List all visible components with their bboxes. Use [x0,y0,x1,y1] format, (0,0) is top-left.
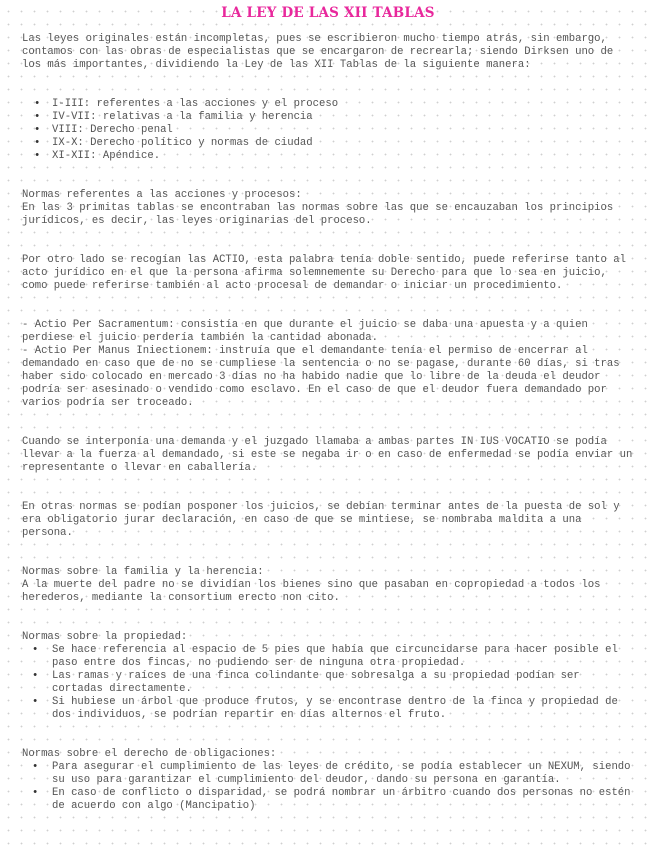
spacer [22,618,634,631]
list-item: • Las ramas y raíces de una finca colindante que sobresalga a su propiedad podían ser cortadas directamente. [22,670,634,696]
list-item: • VIII: Derecho penal [22,124,634,137]
spacer [22,163,634,176]
spacer [22,722,634,735]
otras-normas-paragraph: En otras normas se podían posponer los juicios, se debían terminar antes de la puesta de sol y era obligatorio jurar declaración, en caso de que se mintiese, se nombraba maldita a una persona. [22,501,620,539]
spacer [22,540,634,553]
spacer [22,228,634,241]
actio-paragraph: Por otro lado se recogían las ACTIO, esta palabra tenía doble sentido, puede referirse tanto al acto jurídico en el que la persona afirma solemnemente su Derecho para que lo sea en juicio, como puede referirse también al acto procesal de demandar o iniciar un procedimiento. [22,254,626,292]
list-item: • Si hubiese un árbol que produce frutos, y se encontrase dentro de la finca y propiedad de dos individuos, se podrían repartir en días alternos el fruto. [22,696,634,722]
spacer [22,423,634,436]
list-item: • XI-XII: Apéndice. [22,150,634,163]
vocatio-paragraph: Cuando se interponía una demanda y el juzgado llamaba a ambas partes IN IUS VOCATIO se podía llevar a la fuerza al demandado, si este se negaba ir o en caso de enfermedad se podía enviar un representante o llevar en caballería. [22,436,633,474]
list-item: • En caso de conflicto o disparidad, se podrá nombrar un árbitro cuando dos personas no estén de acuerdo con algo (Mancipatio) [22,787,634,813]
section-paragraph: A la muerte del padre no se dividían los bienes sino que pasaban en copropiedad a todos los herederos, mediante la consortium erecto non cito. [22,579,601,604]
section-heading: Normas sobre la propiedad: [22,631,188,643]
section-heading: Normas sobre la familia y la herencia: [22,566,264,578]
spacer [22,410,634,423]
spacer [22,553,634,566]
list-item: • I-III: referentes a las acciones y el proceso [22,98,634,111]
list-item: • Se hace referencia al espacio de 5 pies que había que circuncidarse para hacer posible el paso entre dos fincas, no pudiendo ser de ninguna otra propiedad. [22,644,634,670]
page-title: LA LEY DE LAS XII TABLAS [221,5,435,21]
spacer [22,241,634,254]
section-heading: Normas sobre el derecho de obligaciones: [22,748,277,760]
list-item: • Para asegurar el cumplimiento de las leyes de crédito, se podía establecer un NEXUM, siendo su uso para garantizar el cumplimiento del deudor, dando su persona en garantía. [22,761,634,787]
spacer [22,293,634,306]
section-paragraph: En las 3 primitas tablas se encontraban las normas sobre las que se encauzaban los principios jurídicos, es decir, las leyes originarias del proceso. [22,202,614,227]
section-heading: Normas referentes a las acciones y procesos: [22,189,302,201]
spacer [22,488,634,501]
propiedad-list [22,644,634,722]
spacer [22,475,634,488]
list-item: • IX-X: Derecho político y normas de ciudad [22,137,634,150]
spacer [22,85,634,98]
sacramentum-paragraph: - Actio Per Sacramentum: consistía en que durante el juicio se daba una apuesta y a quien perdiese el juicio perdería también la cantidad abonada. [22,319,588,344]
list-item: • IV-VII: relativas a la familia y herencia [22,111,634,124]
spacer [22,605,634,618]
spacer [22,72,634,85]
manus-paragraph: - Actio Per Manus Iniectionem: instruía que el demandante tenía el permiso de encerrar al demandado en caso que de no se cumpliese la sentencia o no se pagase, durante 60 días, si tras haber sido colocado en mercado 3 días no ha habido nadie que lo libre de la deuda el deudor podría ser asesinado o vendido como esclavo. En el caso de que el deudor fuera demandado por varios podría ser troceado. [22,345,620,409]
tables-division-list [22,98,634,163]
spacer [22,306,634,319]
obligaciones-list [22,761,634,813]
spacer [22,735,634,748]
intro-paragraph: Las leyes originales están incompletas, pues se escribieron mucho tiempo atrás, sin embargo, contamos con las obras de especialistas que se encargaron de recrearla; siendo Dirksen uno de los más importantes, dividiendo la Ley de las XII Tablas de la siguiente manera: [22,33,614,71]
spacer [22,176,634,189]
